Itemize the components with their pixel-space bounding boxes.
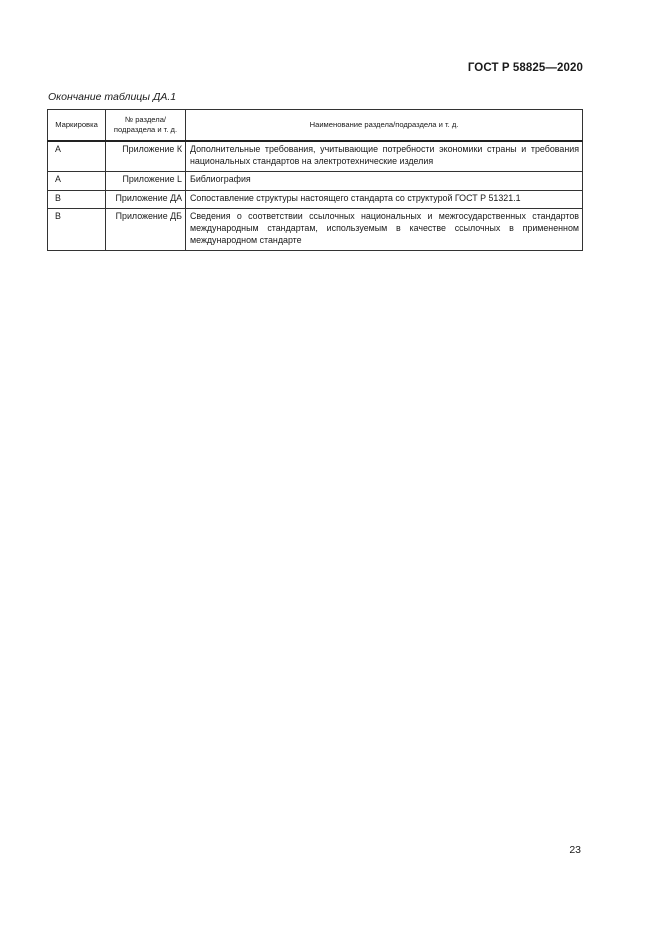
cell-marking: А bbox=[48, 172, 106, 191]
table-header bbox=[48, 110, 583, 142]
structure-comparison-table bbox=[47, 109, 583, 251]
cell-marking: В bbox=[48, 190, 106, 209]
table-row bbox=[48, 141, 583, 172]
page-number: 23 bbox=[569, 844, 581, 856]
cell-marking: В bbox=[48, 209, 106, 251]
cell-section-number: Приложение К bbox=[106, 141, 186, 172]
table-row bbox=[48, 209, 583, 251]
column-header-marking: Маркировка bbox=[48, 110, 106, 142]
cell-section-name: Библиография bbox=[186, 172, 583, 191]
table-row bbox=[48, 190, 583, 209]
cell-marking: А bbox=[48, 141, 106, 172]
table-row bbox=[48, 172, 583, 191]
cell-section-name: Дополнительные требования, учитывающие потребности экономики страны и требования национальных стандартов на электротехнические изделия bbox=[186, 141, 583, 172]
table-header-row bbox=[48, 110, 583, 142]
table-body bbox=[48, 141, 583, 251]
cell-section-number: Приложение ДБ bbox=[106, 209, 186, 251]
cell-section-number: Приложение L bbox=[106, 172, 186, 191]
cell-section-name: Сопоставление структуры настоящего стандарта со структурой ГОСТ Р 51321.1 bbox=[186, 190, 583, 209]
cell-section-name: Сведения о соответствии ссылочных национальных и межгосударственных стандартов международным стандартам, используемым в качестве ссылочных в примененном международном стандарте bbox=[186, 209, 583, 251]
column-header-section-name: Наименование раздела/подраздела и т. д. bbox=[186, 110, 583, 142]
cell-section-number: Приложение ДА bbox=[106, 190, 186, 209]
table-caption: Окончание таблицы ДА.1 bbox=[48, 91, 177, 103]
standard-code-header: ГОСТ Р 58825—2020 bbox=[467, 62, 583, 74]
column-header-section-number: № раздела/ подраздела и т. д. bbox=[106, 110, 186, 142]
